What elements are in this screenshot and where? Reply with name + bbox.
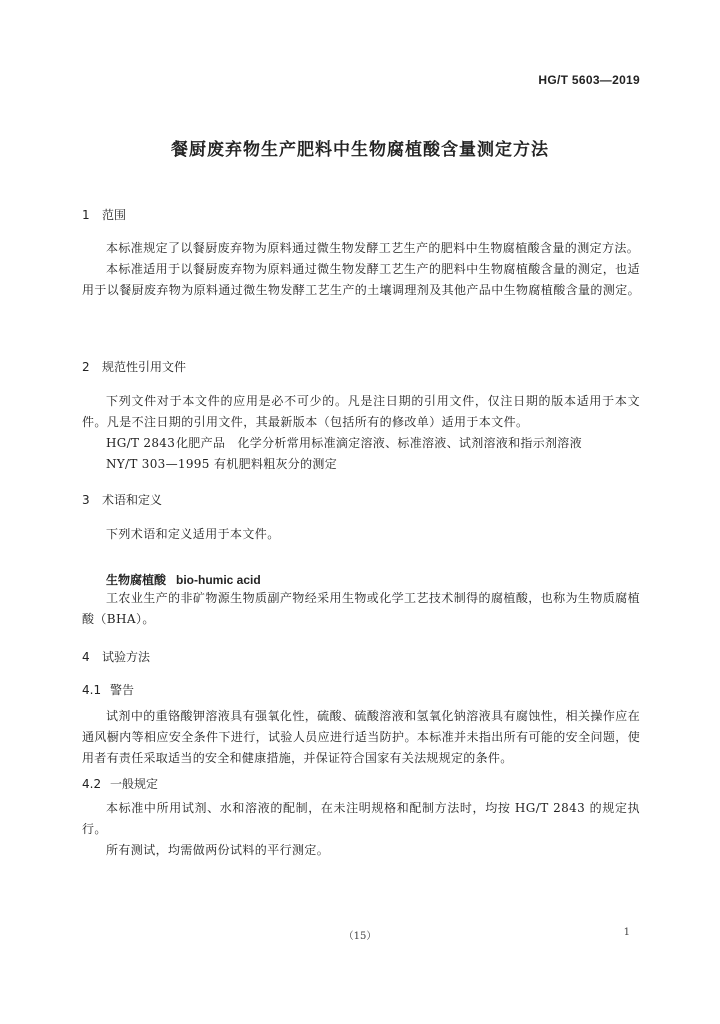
paragraph: 下列文件对于本文件的应用是必不可少的。凡是注日期的引用文件，仅注日期的版本适用于本文件。凡是不注日期的引用文件，其最新版本（包括所有的修改单）适用于本文件。 bbox=[82, 394, 640, 429]
paragraph: 本标准中所用试剂、水和溶液的配制，在未注明规格和配制方法时，均按 HG/T 2843 的规定执行。 bbox=[82, 801, 640, 836]
standard-code: HG/T 5603—2019 bbox=[538, 73, 640, 87]
section-title: 规范性引用文件 bbox=[102, 360, 187, 374]
subsection-4-2-heading bbox=[82, 775, 640, 792]
section-1-body bbox=[82, 238, 640, 301]
section-number: 2 bbox=[82, 360, 90, 374]
subsection-4-2-body bbox=[82, 798, 640, 861]
reference-code: HG/T 2843 bbox=[106, 436, 176, 450]
section-2-heading bbox=[82, 358, 640, 375]
section-3-body bbox=[82, 524, 640, 545]
term-entry bbox=[82, 571, 664, 588]
document-title: 餐厨废弃物生产肥料中生物腐植酸含量测定方法 bbox=[171, 140, 549, 160]
warning-body bbox=[82, 706, 640, 769]
section-title: 术语和定义 bbox=[102, 493, 163, 507]
section-number: 4 bbox=[82, 650, 90, 664]
footer-sheet-number: （15） bbox=[343, 931, 377, 942]
paragraph: 下列术语和定义适用于本文件。 bbox=[106, 527, 280, 541]
section-1-heading bbox=[82, 206, 640, 223]
subsection-title: 一般规定 bbox=[110, 777, 159, 791]
page-number: 1 bbox=[623, 927, 630, 938]
term-chinese: 生物腐植酸 bbox=[106, 573, 167, 587]
section-4-heading bbox=[82, 648, 640, 665]
term-definition bbox=[82, 588, 640, 630]
section-2-body bbox=[82, 391, 640, 475]
section-title: 试验方法 bbox=[102, 650, 151, 664]
warning-paragraph: 试剂中的重铬酸钾溶液具有强氧化性，硫酸、硫酸溶液和氢氧化钠溶液具有腐蚀性，相关操作应在通风橱内等相应安全条件下进行，试验人员应进行适当防护。本标准并未指出所有可能的安全问题，使用者有责任采取适当的安全和健康措施，并保证符合国家有关法规规定的条件。 bbox=[82, 709, 640, 765]
section-number: 3 bbox=[82, 493, 90, 507]
paragraph: 所有测试，均需做两份试料的平行测定。 bbox=[106, 843, 330, 857]
reference-code: NY/T 303—1995 bbox=[106, 457, 210, 471]
subsection-title: 警告 bbox=[110, 683, 135, 697]
paragraph: 工农业生产的非矿物源生物质副产物经采用生物或化学工艺技术制得的腐植酸，也称为生物质腐植酸（BHA）。 bbox=[82, 591, 640, 626]
reference-title: 化肥产品 化学分析常用标准滴定溶液、标准溶液、试剂溶液和指示剂溶液 bbox=[176, 436, 582, 450]
term-english: bio-humic acid bbox=[176, 573, 261, 587]
reference-item bbox=[82, 454, 640, 475]
section-3-heading bbox=[82, 491, 640, 508]
subsection-number: 4.1 bbox=[82, 683, 102, 697]
section-title: 范围 bbox=[102, 208, 127, 222]
reference-title: 有机肥料粗灰分的测定 bbox=[214, 457, 338, 471]
reference-item bbox=[82, 433, 640, 454]
paragraph: 本标准规定了以餐厨废弃物为原料通过微生物发酵工艺生产的肥料中生物腐植酸含量的测定方法。 bbox=[106, 241, 640, 255]
subsection-4-1-heading bbox=[82, 681, 640, 698]
subsection-number: 4.2 bbox=[82, 777, 102, 791]
section-number: 1 bbox=[82, 208, 90, 222]
paragraph: 本标准适用于以餐厨废弃物为原料通过微生物发酵工艺生产的肥料中生物腐植酸含量的测定，也适用于以餐厨废弃物为原料通过微生物发酵工艺生产的土壤调理剂及其他产品中生物腐植酸含量的测定。 bbox=[82, 262, 641, 297]
